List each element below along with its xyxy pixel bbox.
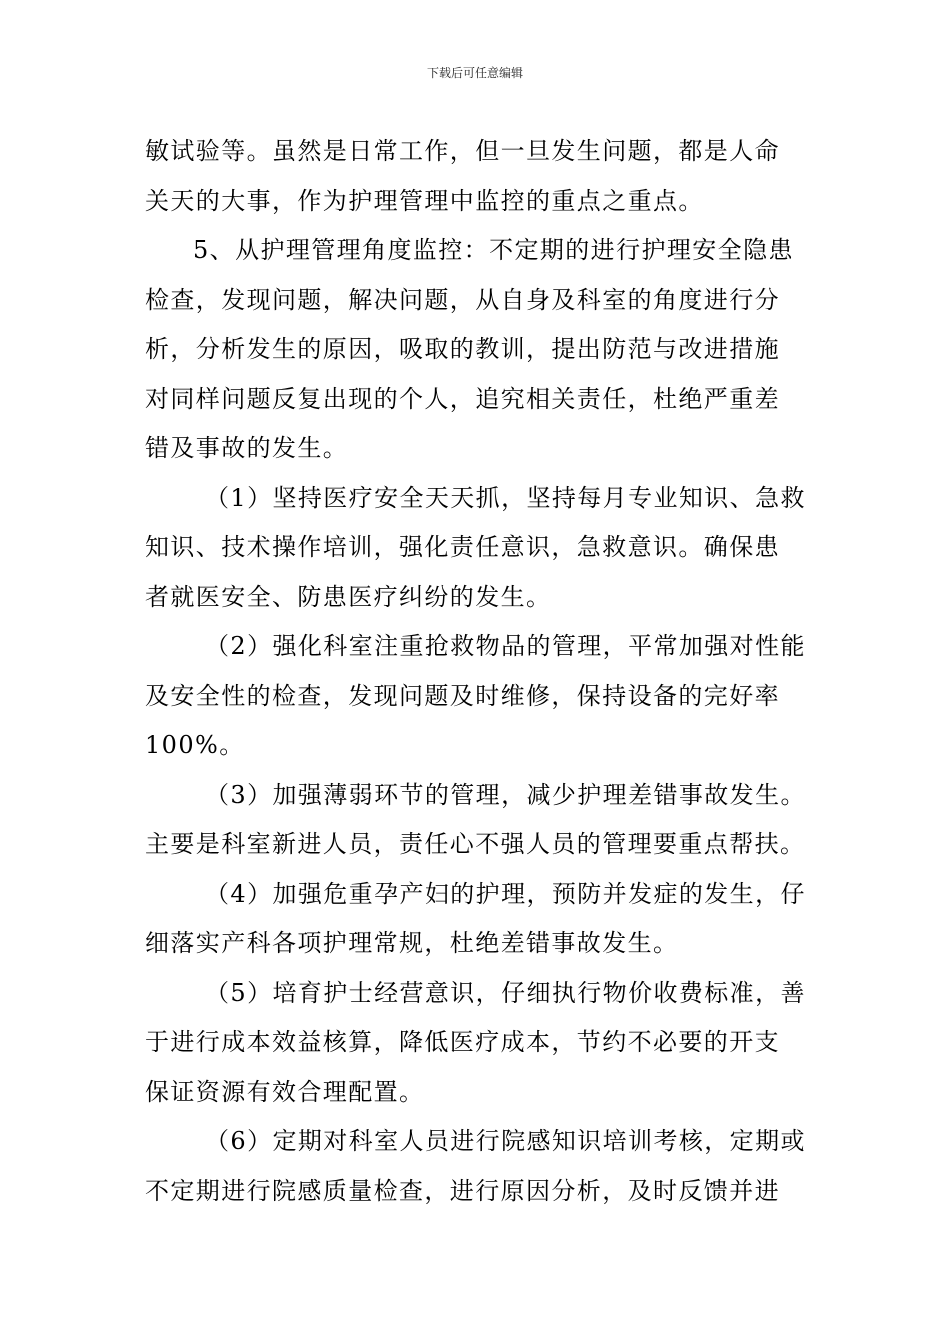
paragraph-4: [145, 622, 809, 771]
text-line: 对同样问题反复出现的个人，追究相关责任，杜绝严重差: [145, 384, 780, 413]
text-line: 100%。: [145, 731, 245, 759]
document-body: [145, 127, 809, 1216]
text-line: （6）定期对科室人员进行院感知识培训考核，定期或: [205, 1127, 806, 1155]
text-line: 5、从护理管理角度监控：不定期的进行护理安全隐患: [193, 236, 794, 264]
text-line: （2）强化科室注重抢救物品的管理，平常加强对性能: [205, 632, 806, 660]
text-line: （5）培育护士经营意识，仔细执行物价收费标准，善: [205, 978, 806, 1007]
paragraph-8: [145, 1117, 809, 1216]
text-line: （1）坚持医疗安全天天抓，坚持每月专业知识、急救: [205, 483, 806, 512]
text-line: 检查，发现问题，解决问题，从自身及科室的角度进行分: [145, 285, 780, 314]
text-line: 及安全性的检查，发现问题及时维修，保持设备的完好率: [145, 681, 780, 710]
paragraph-3: [145, 474, 809, 623]
text-line: 析，分析发生的原因，吸取的教训，提出防范与改进措施: [145, 335, 780, 363]
paragraph-6: [145, 870, 809, 969]
paragraph-1: [145, 127, 809, 226]
paragraph-5: [145, 771, 809, 870]
text-line: 保证资源有效合理配置。: [145, 1077, 425, 1106]
text-line: 细落实产科各项护理常规，杜绝差错事故发生。: [145, 929, 679, 957]
text-line: （3）加强薄弱环节的管理，减少护理差错事故发生。: [205, 780, 806, 809]
text-line: 不定期进行院感质量检查，进行原因分析，及时反馈并进: [145, 1176, 780, 1205]
paragraph-2: [145, 226, 809, 474]
text-line: 主要是科室新进人员，责任心不强人员的管理要重点帮扶。: [145, 830, 806, 858]
text-line: （4）加强危重孕产妇的护理，预防并发症的发生，仔: [205, 879, 806, 908]
paragraph-7: [145, 969, 809, 1118]
text-line: 敏试验等。虽然是日常工作，但一旦发生问题，都是人命: [145, 137, 780, 165]
text-line: 知识、技术操作培训，强化责任意识，急救意识。确保患: [145, 533, 780, 561]
text-line: 错及事故的发生。: [145, 434, 349, 462]
text-line: 者就医安全、防患医疗纠纷的发生。: [145, 582, 552, 611]
text-line: 关天的大事，作为护理管理中监控的重点之重点。: [145, 186, 704, 215]
text-line: 于进行成本效益核算，降低医疗成本，节约不必要的开支: [145, 1028, 780, 1056]
page-header: 下载后可任意编辑: [426, 66, 523, 80]
